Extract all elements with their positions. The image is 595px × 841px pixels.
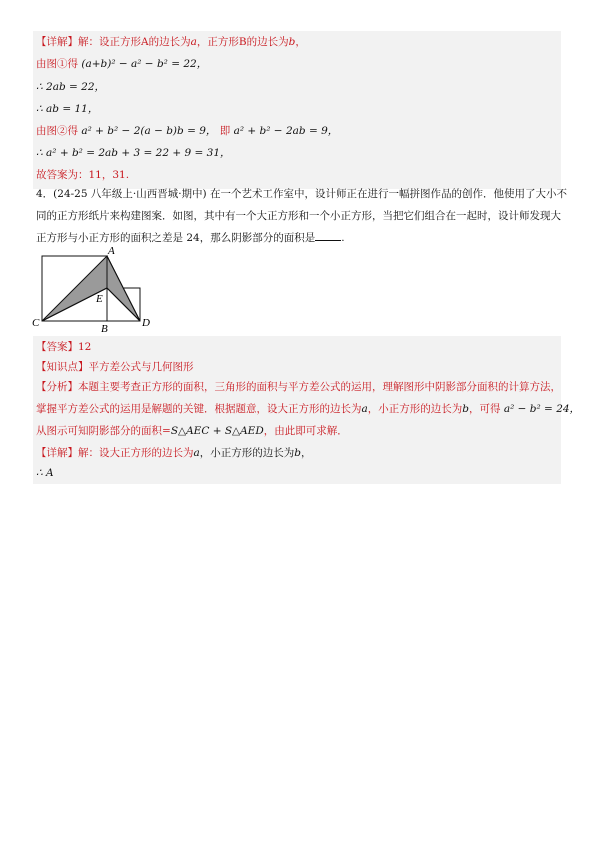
- detail-line: [36, 446, 312, 460]
- shaded-triangle-aec: [42, 256, 107, 321]
- var-b: b: [288, 36, 296, 48]
- detail-line-2: [36, 57, 207, 71]
- detail-line-6: ∴ a² + b² = 2ab + 3 = 22 + 9 = 31，: [36, 147, 231, 159]
- analysis-text-b: ，小正方形的边长为: [367, 403, 463, 415]
- from-figure-2: 由图②得: [36, 125, 78, 137]
- from-figure-1: 由图①得: [36, 58, 78, 70]
- namely-text: 即: [219, 125, 231, 137]
- label-a: A: [108, 245, 115, 257]
- detail-line-5: [36, 124, 338, 138]
- equation-3: a² + b² − 2ab = 9，: [233, 125, 339, 137]
- question-4-line-2: 同的正方形纸片来构建图案．如图，其中有一个大正方形和一个小正方形，当把它们组合在一起时，设计师发现大: [36, 210, 561, 222]
- final-answer-line: 故答案为：11，31.: [36, 169, 130, 181]
- solution-block-1: [33, 31, 561, 189]
- var-b: b: [462, 403, 469, 415]
- detail-line-3: ∴ 2ab = 22，: [36, 81, 106, 93]
- answer-line: 【答案】12: [36, 341, 92, 353]
- var-a: a: [190, 36, 197, 48]
- equation-2: a² + b² − 2(a − b)b = 9，: [81, 125, 217, 137]
- detail-text-b: ，正方形B的边长为: [196, 36, 289, 48]
- detail-line-4: ∴ ab = 11，: [36, 103, 99, 115]
- analysis-line-2: [36, 402, 580, 416]
- var-a: a: [361, 403, 368, 415]
- detail-text-2: ，小正方形的边长为: [199, 447, 295, 459]
- question-4-line-1: 4．(24-25 八年级上·山西晋城·期中) 在一个艺术工作室中，设计师正在进行一幅拼图作品的创作．他使用了大小不: [36, 188, 567, 200]
- detail-end-2: ，: [301, 447, 312, 459]
- label-e: E: [96, 293, 103, 305]
- analysis-text-a: 掌握平方差公式的运用是解题的关键．根据题意，设大正方形的边长为: [36, 403, 362, 415]
- label-c: C: [32, 317, 40, 329]
- analysis-text-e: ，由此即可求解．: [263, 425, 348, 437]
- detail-line-1: [36, 35, 306, 49]
- analysis-line-1: 【分析】本题主要考查正方形的面积，三角形的面积与平方差公式的运用，理解图形中阴影部分面积的计算方法，: [36, 381, 561, 393]
- therefore-line: ∴ A: [36, 467, 54, 479]
- analysis-line-3: [36, 424, 348, 438]
- question-4-line-3: [36, 231, 345, 245]
- var-b: b: [294, 447, 301, 459]
- var-a: a: [193, 447, 200, 459]
- detail-tag: 【详解】: [36, 36, 78, 48]
- geometry-figure: [30, 244, 160, 334]
- answer-blank: [315, 231, 341, 241]
- detail-end: ，: [295, 36, 306, 48]
- detail-tag-2: 【详解】解：设大正方形的边长为: [36, 447, 194, 459]
- area-sum-expression: S△AEC + S△AED: [170, 425, 264, 437]
- equation-1: (a+b)² − a² − b² = 22，: [81, 58, 208, 70]
- detail-text-a: 解：设正方形A的边长为: [78, 36, 191, 48]
- label-b: B: [101, 323, 108, 334]
- label-d: D: [142, 317, 150, 329]
- question-4-text: 正方形与小正方形的面积之差是 24，那么阴影部分的面积是: [36, 232, 316, 244]
- knowledge-line: 【知识点】平方差公式与几何图形: [36, 361, 194, 373]
- question-4-end: .: [341, 232, 345, 244]
- analysis-text-c: ，可得: [469, 403, 501, 415]
- difference-equation: a² − b² = 24，: [503, 403, 581, 415]
- analysis-text-d: 从图示可知阴影部分的面积=: [36, 425, 171, 437]
